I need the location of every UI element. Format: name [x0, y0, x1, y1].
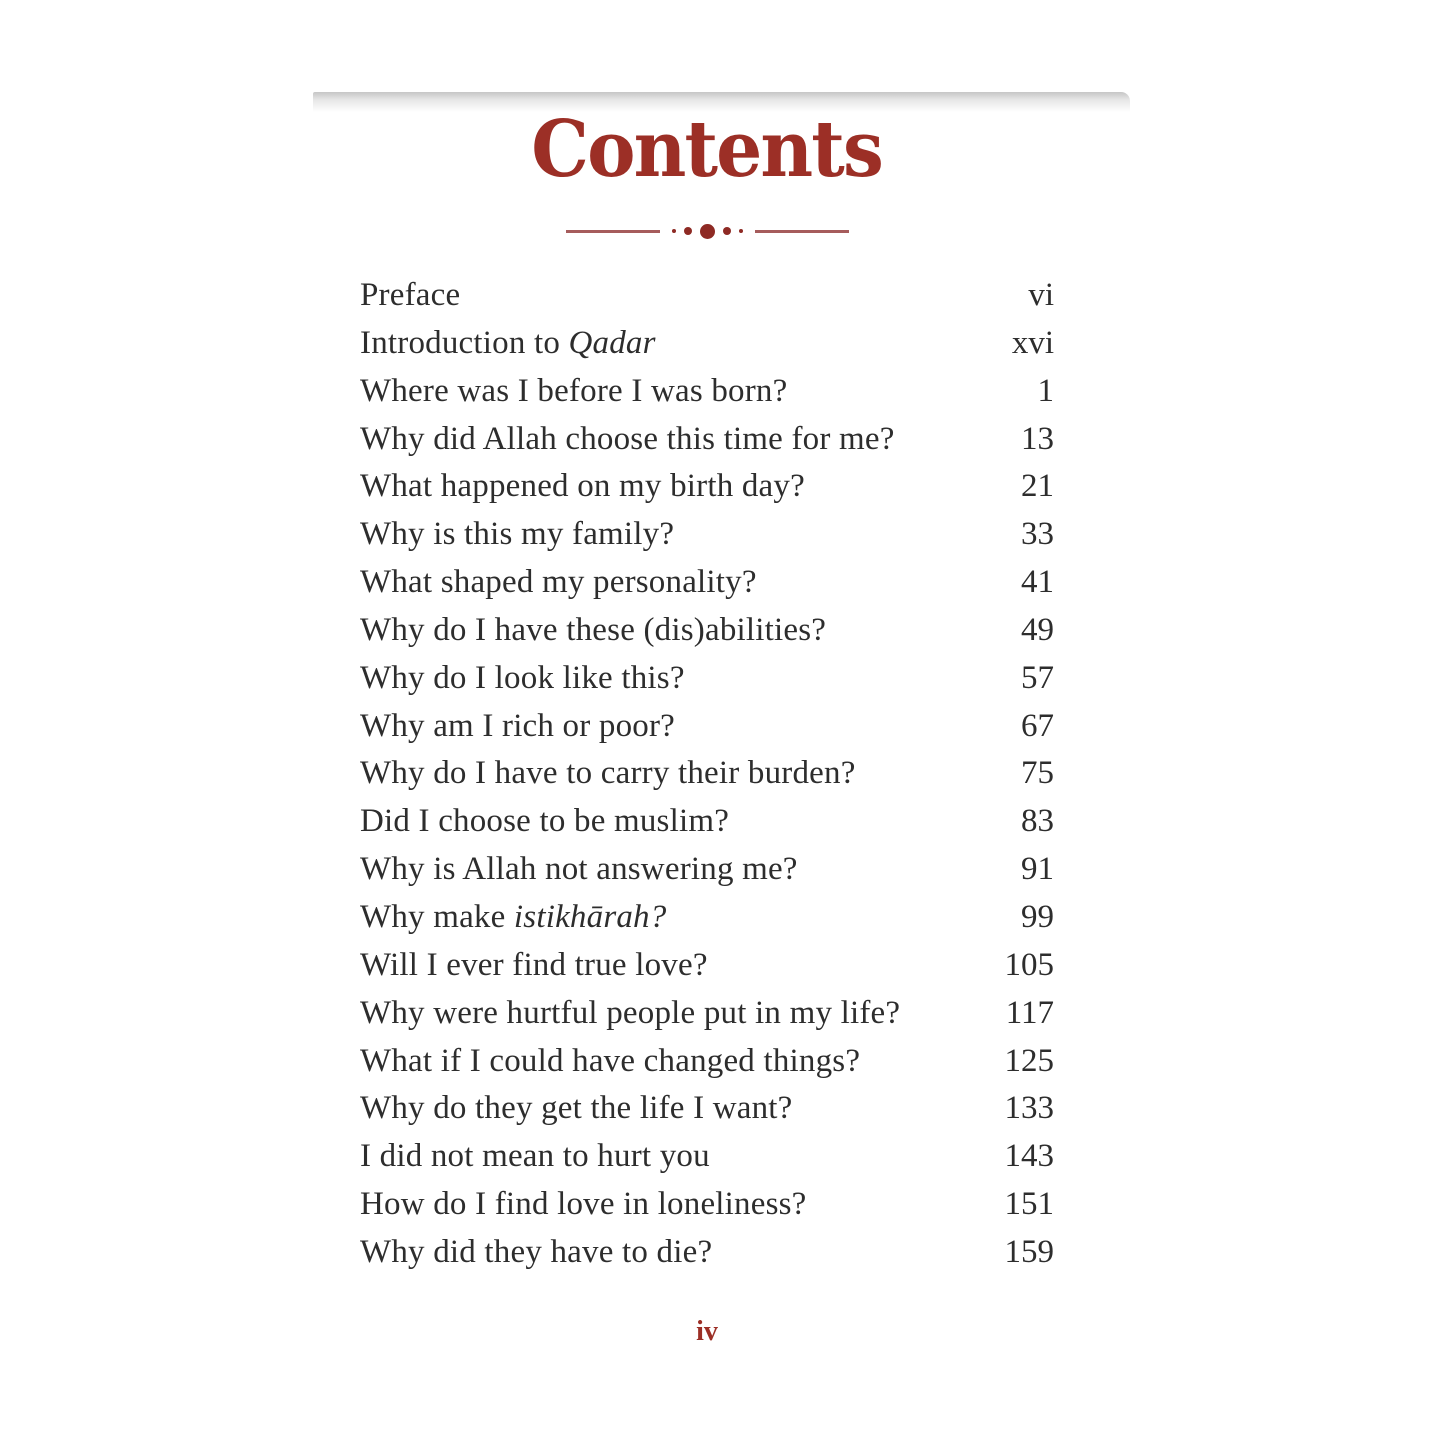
toc-entry-title-pre: Introduction to: [360, 324, 569, 361]
toc-entry-title-pre: Why did Allah choose this time for me?: [360, 420, 895, 457]
toc-entry-title-pre: Why am I rich or poor?: [360, 707, 676, 744]
toc-entry-title-pre: Why do I have these (dis)abilities?: [360, 611, 827, 648]
toc-entry-title-pre: What shaped my personality?: [360, 564, 757, 601]
toc-row: [360, 894, 1054, 942]
toc-entry-title: [360, 942, 708, 990]
toc-entry-title-pre: Why do I have to carry their burden?: [360, 755, 856, 792]
toc-entry-title-pre: Why is Allah not answering me?: [360, 851, 798, 888]
toc-entry-page-number: 105: [1004, 946, 1054, 983]
toc-entry-title-pre: Where was I before I was born?: [360, 372, 788, 409]
divider-dot-small-right: [723, 227, 731, 235]
toc-entry-title-italic: istikhārah?: [513, 898, 667, 935]
toc-row: [360, 607, 1054, 655]
toc-row: [360, 655, 1054, 703]
toc-row: [360, 1038, 1054, 1086]
toc-entry-page-number: 13: [1021, 420, 1054, 457]
toc-entry-title: [360, 416, 895, 464]
toc-entry-page-number: 91: [1021, 851, 1054, 888]
toc-row: [360, 320, 1054, 368]
toc-entry-title: [360, 559, 757, 607]
divider-dot-tiny-left: [672, 229, 676, 233]
toc-entry-title: [360, 655, 685, 703]
toc-entry-title-pre: What happened on my birth day?: [360, 468, 805, 505]
toc-list: [360, 272, 1054, 1277]
toc-entry-page-number: 49: [1021, 611, 1054, 648]
toc-row: [360, 559, 1054, 607]
toc-row: [360, 846, 1054, 894]
toc-entry-page-number: 133: [1004, 1090, 1054, 1127]
toc-entry-page-number: 117: [1005, 994, 1054, 1031]
toc-entry-title: [360, 990, 900, 1038]
toc-entry-title: [360, 1133, 710, 1181]
toc-entry-title: [360, 368, 787, 416]
toc-entry-title: [360, 1038, 860, 1086]
toc-entry-title-pre: Why make: [360, 898, 514, 935]
toc-entry-title-pre: Why do they get the life I want?: [360, 1090, 793, 1127]
book-page: [313, 92, 1130, 1445]
page-title-text: Contents: [531, 104, 883, 195]
toc-entry-title: [360, 846, 798, 894]
toc-entry-title-pre: Why were hurtful people put in my life?: [360, 994, 901, 1031]
toc-row: [360, 750, 1054, 798]
toc-entry-page-number: 57: [1021, 659, 1054, 696]
toc-row: [360, 1181, 1054, 1229]
toc-entry-page-number: 125: [1004, 1042, 1054, 1079]
toc-entry-page-number: 75: [1021, 755, 1054, 792]
toc-entry-title: [360, 750, 856, 798]
toc-entry-title-pre: Will I ever find true love?: [360, 946, 708, 983]
toc-row: [360, 416, 1054, 464]
page-number-footer: [360, 1314, 1054, 1350]
toc-entry-title-pre: Why did they have to die?: [360, 1233, 713, 1270]
page-title: [360, 100, 1054, 200]
toc-entry-page-number: 83: [1021, 803, 1054, 840]
toc-entry-title: [360, 703, 675, 751]
toc-entry-page-number: vi: [1028, 277, 1054, 313]
toc-row: [360, 703, 1054, 751]
toc-entry-page-number: 41: [1021, 564, 1054, 601]
divider-line-right: [755, 230, 849, 233]
toc-row: [360, 990, 1054, 1038]
toc-entry-title: [360, 511, 674, 559]
toc-entry-page-number: 1: [1037, 372, 1054, 409]
toc-row: [360, 1229, 1054, 1277]
toc-entry-title: [360, 1181, 807, 1229]
toc-entry-title: [360, 1229, 712, 1277]
toc-row: [360, 272, 1054, 320]
divider-line-left: [566, 230, 660, 233]
toc-entry-title: [360, 894, 666, 942]
toc-entry-title: [360, 320, 656, 368]
toc-entry-page-number: xvi: [1011, 324, 1054, 361]
toc-entry-page-number: 151: [1004, 1186, 1054, 1223]
toc-entry-title: [360, 607, 826, 655]
toc-entry-page-number: 99: [1021, 898, 1054, 935]
toc-entry-page-number: 21: [1021, 468, 1054, 505]
toc-entry-title-pre: How do I find love in loneliness?: [360, 1186, 807, 1223]
toc-entry-title: [360, 798, 729, 846]
toc-row: [360, 942, 1054, 990]
toc-row: [360, 798, 1054, 846]
toc-entry-page-number: 159: [1004, 1233, 1054, 1270]
toc-entry-title: [360, 1085, 793, 1133]
toc-entry-title-pre: I did not mean to hurt you: [360, 1138, 710, 1175]
divider-dot-tiny-right: [739, 229, 743, 233]
toc-entry-title-pre: Why is this my family?: [360, 516, 675, 553]
toc-row: [360, 511, 1054, 559]
page-number: iv: [696, 1316, 718, 1347]
toc-row: [360, 463, 1054, 511]
toc-entry-title: [360, 463, 805, 511]
toc-entry-title-pre: Did I choose to be muslim?: [360, 803, 730, 840]
divider-dot-center: [700, 224, 715, 239]
toc-entry-title-pre: Preface: [360, 277, 461, 313]
toc-entry-page-number: 143: [1004, 1138, 1054, 1175]
toc-entry-page-number: 67: [1021, 707, 1054, 744]
decorative-divider: [360, 222, 1054, 240]
toc-row: [360, 1133, 1054, 1181]
toc-entry-page-number: 33: [1021, 516, 1054, 553]
toc-row: [360, 368, 1054, 416]
toc-entry-title-pre: What if I could have changed things?: [360, 1042, 861, 1079]
toc-entry-title-pre: Why do I look like this?: [360, 659, 685, 696]
toc-row: [360, 1085, 1054, 1133]
toc-entry-title: [360, 272, 460, 320]
toc-entry-title-italic: Qadar: [568, 324, 656, 361]
divider-dot-small-left: [684, 227, 692, 235]
